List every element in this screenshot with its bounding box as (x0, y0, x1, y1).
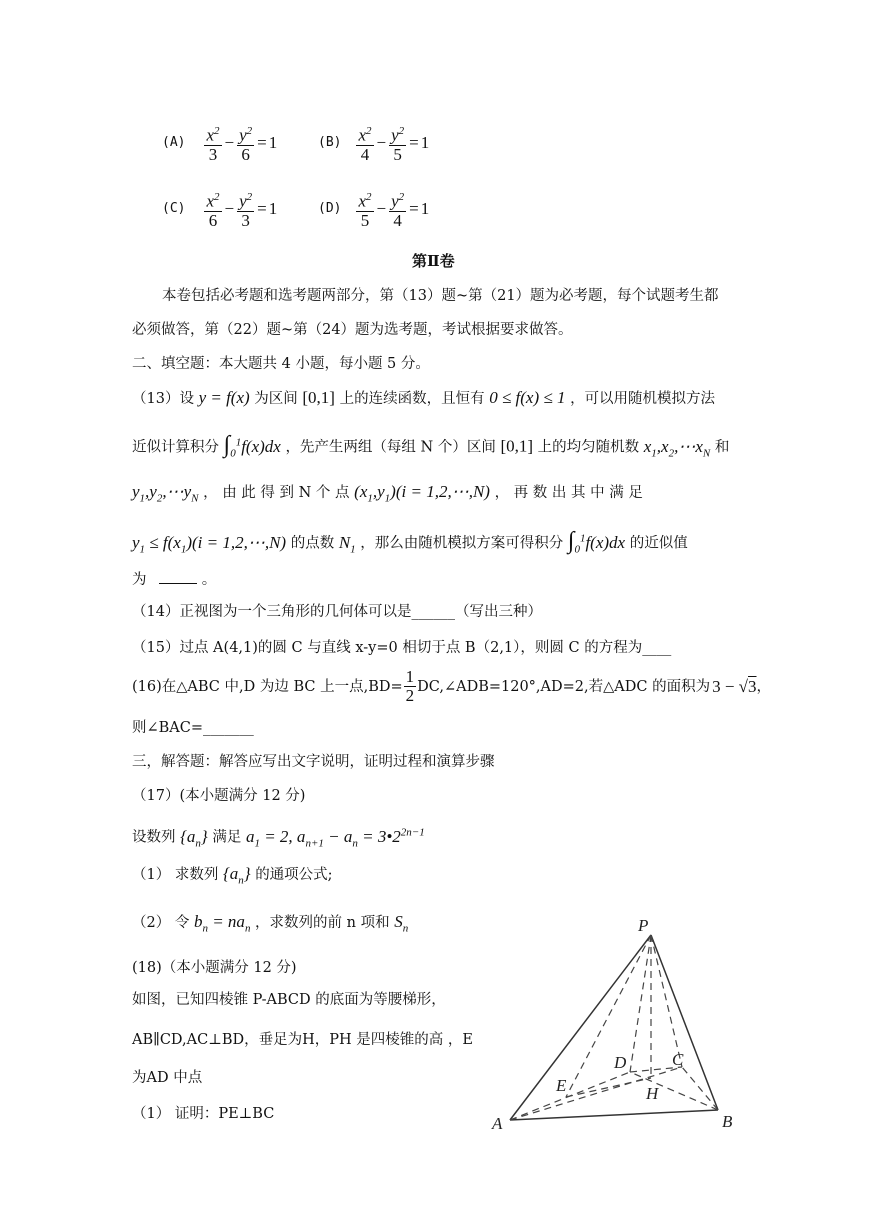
q16-line-2: 则∠BAC=_______ (132, 720, 254, 736)
intro-line-1: 本卷包括必考题和选考题两部分，第（13）题~第（21）题为必考题，每个试题考生都 (162, 288, 719, 304)
q15: （15）过点 A(4,1)的圆 C 与直线 x-y=0 相切于点 B（2,1），则圆 C 的方程为____ (132, 640, 672, 656)
q13-line-5: 为 。 (132, 572, 217, 588)
pyramid-diagram (488, 915, 748, 1135)
option-a-label: (A) (162, 135, 186, 151)
option-b-label: (B) (318, 135, 342, 151)
q13-line-1: （13）设 y = f(x) 为区间 [0,1] 上的连续函数，且恒有 0 ≤ f(x) ≤ 1 ，可以用随机模拟方法 (132, 388, 716, 407)
option-d (318, 188, 429, 230)
label-e: E (556, 1076, 567, 1095)
option-c-equation: $\frac{x^2}{6}$ − $\frac{y^2}{3}$ = 1 (203, 188, 277, 230)
section-title: 第Ⅱ卷 (412, 252, 455, 270)
q13-line-4: $y_1 \le f(x_1)(i$ = 1,2,⋯,N) 的点数 $N_1$ ，那么由随机模拟方案可得积分 $\int_0^1f(x)dx$ 的近似值 (132, 527, 688, 556)
label-d: D (614, 1053, 627, 1072)
q16-line-1: (16)在△ABC 中,D 为边 BC 上一点,BD= $\frac{1}{2}$ DC,∠ADB=120°,AD=2,若△ADC 的面积为 3 − √3 ， (132, 667, 771, 705)
q17-statement: 设数列 $\{a_n\}$ 满足 $a_1 = 2$, $a_{n+1} - a_n$ = $3•2^{2n-1}$ (132, 826, 425, 850)
option-d-equation: $\frac{x^2}{5}$ − $\frac{y^2}{4}$ = 1 (355, 188, 429, 230)
q18-part-1: （1） 证明：PE⊥BC (132, 1106, 275, 1122)
intro-line-2: 必须做答，第（22）题~第（24）题为选考题，考试根据要求做答。 (132, 322, 573, 338)
q17-part-2: （2） 令 $b_n = na_n$ ，求数列的前 n 项和 $S_n$ (132, 912, 409, 935)
option-c-label: (C) (162, 201, 186, 217)
label-p: P (638, 916, 649, 935)
option-b (318, 122, 429, 164)
q14: （14）正视图为一个三角形的几何体可以是______（写出三种） (132, 604, 542, 620)
option-d-label: (D) (318, 201, 342, 217)
label-a: A (492, 1114, 503, 1133)
option-b-equation: $\frac{x^2}{4}$ − $\frac{y^2}{5}$ = 1 (355, 122, 429, 164)
label-h: H (646, 1084, 659, 1103)
solve-heading: 三，解答题：解答应写出文字说明，证明过程和演算步骤 (132, 754, 495, 770)
option-a (162, 122, 277, 164)
q18-line-3: 为AD 中点 (132, 1070, 203, 1086)
option-a-equation: $\frac{x^2}{3}$ − $\frac{y^2}{6}$ = 1 (203, 122, 277, 164)
pyramid-solid-edges (510, 935, 718, 1120)
label-b: B (722, 1112, 733, 1131)
option-c (162, 188, 277, 230)
q18-line-1: 如图，已知四棱锥 P-ABCD 的底面为等腰梯形， (132, 992, 446, 1008)
q13-line-3: $y_1,y_2,\cdots y_N$ ， 由 此 得 到 N 个 点 $(x_1,y_1)(i$ = 1,2,⋯,N) ， 再 数 出 其 中 满 足 (132, 482, 643, 505)
label-c: C (672, 1050, 684, 1069)
q18-line-2: AB∥CD,AC⊥BD，垂足为H，PH 是四棱锥的高 ，E (132, 1032, 473, 1048)
fill-heading: 二、填空题：本大题共 4 小题，每小题 5 分。 (132, 356, 430, 372)
q13-line-2: 近似计算积分 $\int_0^1f(x)dx$ ，先产生两组（每组 N 个）区间 [0,1] 上的均匀随机数 $x_1,x_2,\cdots x_N$ 和 (132, 431, 730, 460)
q17-title: （17）(本小题满分 12 分) (132, 788, 306, 804)
q17-part-1: （1） 求数列 $\{a_n\}$ 的通项公式; (132, 864, 333, 887)
q18-title: (18)（本小题满分 12 分) (132, 960, 297, 976)
